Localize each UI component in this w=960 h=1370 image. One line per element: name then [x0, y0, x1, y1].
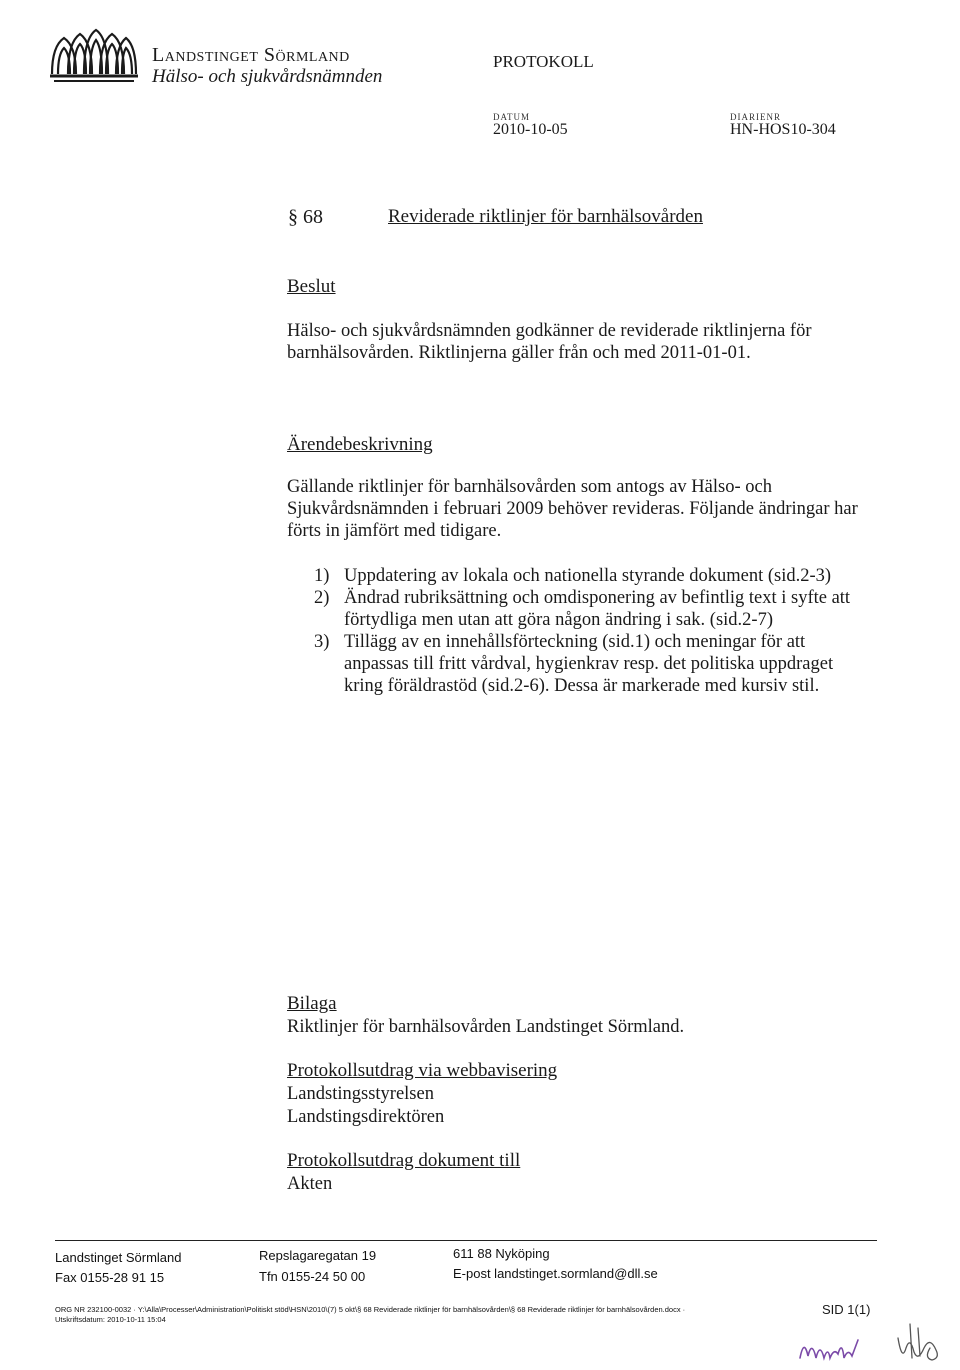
change-list [314, 565, 874, 697]
landstinget-crown-logo [46, 28, 140, 84]
diarienr-value: HN-HOS10-304 [730, 121, 836, 138]
footer-phone: Tfn 0155-24 50 00 [259, 1269, 366, 1284]
beslut-text: Hälso- och sjukvårdsnämnden godkänner de reviderade riktlinjerna för barnhälsovården. Riktlinjerna gäller från och med 2011-01-01. [287, 321, 812, 363]
list-item-text: Tillägg av en innehållsförteckning (sid.1) och meningar för att anpassas till fritt vårdval, hygienkrav resp. det politiska uppdraget kring föräldrastöd (sid.2-6). Dessa är markerade med kursiv stil. [344, 632, 834, 696]
recipient: Landstingsdirektören [287, 1107, 445, 1127]
list-item-text: Uppdatering av lokala och nationella styrande dokument (sid.2-3) [344, 566, 832, 586]
footer-divider [55, 1240, 877, 1241]
paragraph-title: Reviderade riktlinjer för barnhälsovården [388, 206, 703, 227]
list-item-text: Ändrad rubriksättning och omdisponering av befintlig text i syfte att förtydliga men utan att göra någon ändring i sak. (sid.2-7) [344, 588, 851, 630]
footer-postal: 611 88 Nyköping [453, 1246, 550, 1261]
signature-1 [800, 1340, 858, 1358]
list-item-number: 3) [314, 632, 330, 652]
recipient: Landstingsstyrelsen [287, 1084, 434, 1104]
footer-email: E-post landstinget.sormland@dll.se [453, 1266, 658, 1281]
protokollsutdrag-webb-heading: Protokollsutdrag via webbavisering [287, 1060, 558, 1081]
protokollsutdrag-dokument-heading: Protokollsutdrag dokument till [287, 1150, 521, 1171]
bilaga-text: Riktlinjer för barnhälsovården Landstinget Sörmland. [287, 1017, 685, 1037]
footer-fax: Fax 0155-28 91 15 [55, 1270, 165, 1285]
recipient: Akten [287, 1174, 333, 1194]
paragraph-number: § 68 [288, 206, 323, 228]
signature-marks [798, 1318, 948, 1370]
beslut-heading: Beslut [287, 276, 336, 297]
arende-text: Gällande riktlinjer för barnhälsovården som antogs av Hälso- och Sjukvårdsnämnden i februari 2009 behöver revideras. Följande ändringar har förts in jämfört med tidigare. [287, 477, 858, 541]
footer-address: Repslagaregatan 19 [259, 1248, 377, 1263]
diarienr-label: DIARIENR [730, 112, 781, 122]
signature-2 [898, 1324, 937, 1360]
datum-label: DATUM [493, 112, 531, 122]
list-item-number: 1) [314, 566, 330, 586]
arende-heading: Ärendebeskrivning [287, 434, 433, 455]
page-number: SID 1(1) [822, 1302, 871, 1317]
list-item [314, 587, 874, 631]
org-subtitle: Hälso- och sjukvårdsnämnden [152, 66, 383, 87]
document-type: PROTOKOLL [493, 52, 594, 71]
footer-org-nr-path: ORG NR 232100-0032 · Y:\Alla\Processer\Administration\Politiskt stöd\HSN\2010\(7) 5 okt\§ 68 Reviderade riktlinjer för barnhälsovården\§ 68 Reviderade riktlinjer för barnhälsovården.docx · Utskriftsdatum: 2010-10-11 15:04 [55, 1305, 686, 1324]
list-item-number: 2) [314, 588, 330, 608]
list-item [314, 631, 874, 697]
org-name: Landstinget Sörmland [152, 44, 350, 66]
datum-value: 2010-10-05 [493, 121, 568, 138]
bilaga-heading: Bilaga [287, 993, 337, 1014]
list-item [314, 565, 874, 587]
footer-org: Landstinget Sörmland [55, 1250, 182, 1265]
